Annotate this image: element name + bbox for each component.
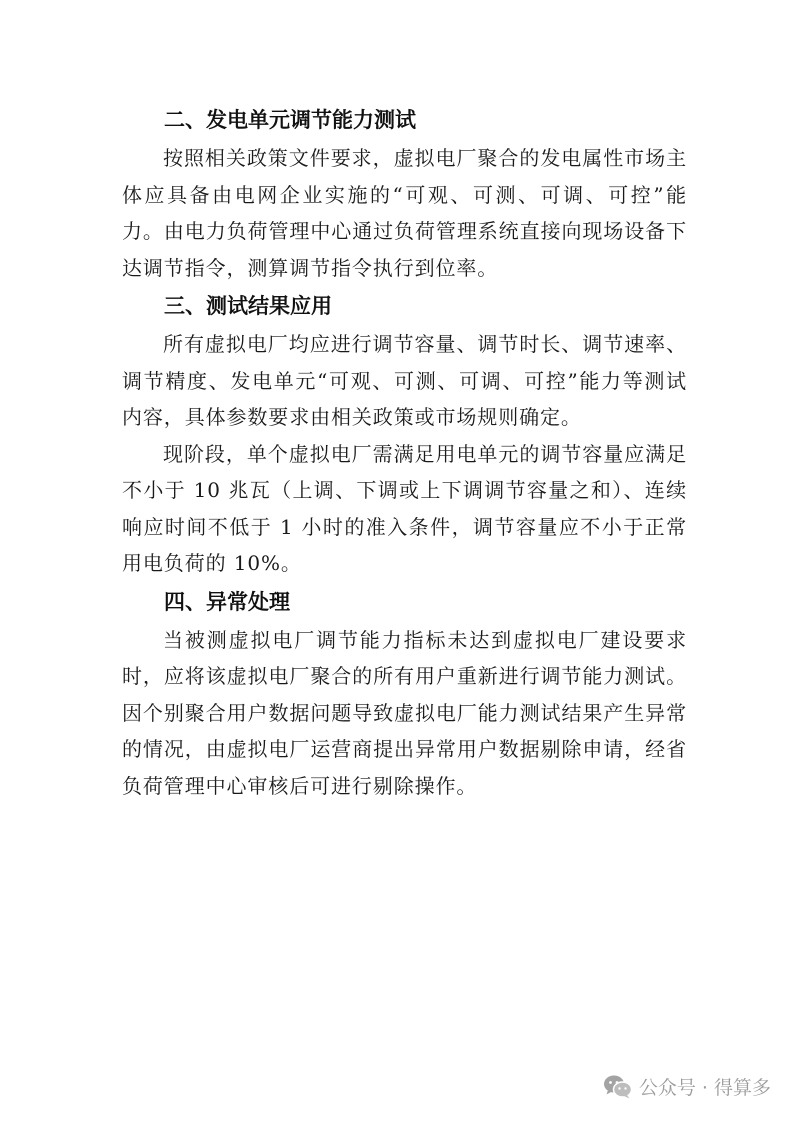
- paragraph: 所有虚拟电厂均应进行调节容量、调节时长、调节速率、调节精度、发电单元“可观、可测、可调、可控”能力等测试内容，具体参数要求由相关政策或市场规则确定。: [122, 332, 687, 429]
- watermark: [603, 1073, 771, 1100]
- section-heading-result-application: 三、测试结果应用: [164, 294, 332, 318]
- watermark-text: 公众号 · 得算多: [638, 1077, 771, 1099]
- paragraph: 按照相关政策文件要求，虚拟电厂聚合的发电属性市场主体应具备由电网企业实施的“可观、可测、可调、可控”能力。由电力负荷管理中心通过负荷管理系统直接向现场设备下达调节指令，测算调节指令执行到位率。: [122, 146, 687, 280]
- paragraph: 当被测虚拟电厂调节能力指标未达到虚拟电厂建设要求时，应将该虚拟电厂聚合的所有用户重新进行调节能力测试。因个别聚合用户数据问题导致虚拟电厂能力测试结果产生异常的情况，由虚拟电厂运营商提出异常用户数据剔除申请，经省负荷管理中心审核后可进行剔除操作。: [122, 627, 687, 798]
- section-heading-exception-handling: 四、异常处理: [164, 589, 290, 614]
- wechat-icon: [603, 1074, 633, 1100]
- paragraph: 现阶段，单个虚拟电厂需满足用电单元的调节容量应满足不小于 10 兆瓦（上调、下调或上下调调节容量之和）、连续响应时间不低于 1 小时的准入条件，调节容量应不小于正常用电负荷的 10%。: [122, 441, 687, 575]
- section-heading-test-generation: 二、发电单元调节能力测试: [164, 108, 416, 132]
- document-body: [122, 100, 687, 804]
